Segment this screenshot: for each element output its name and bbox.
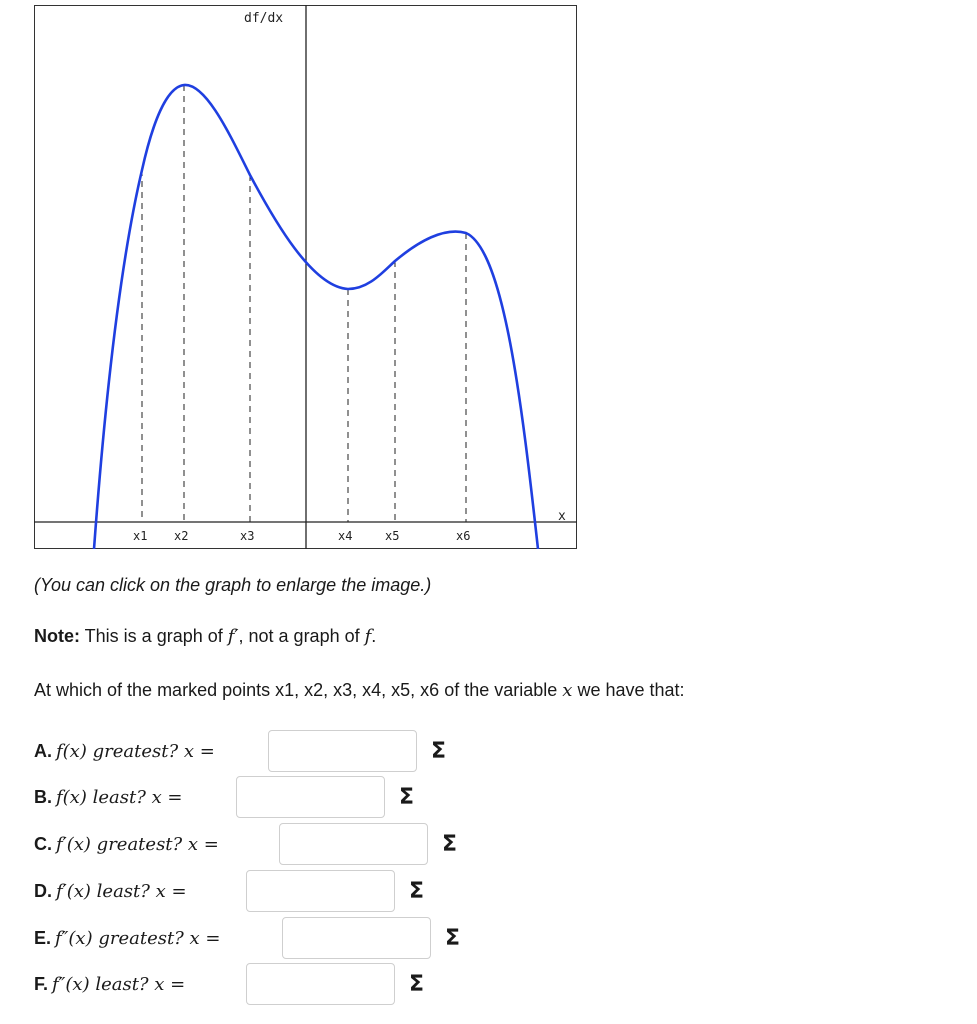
enlarge-caption: (You can click on the graph to enlarge the image.) <box>34 575 432 595</box>
answer-d-field[interactable] <box>246 870 395 912</box>
answer-f-input[interactable] <box>247 964 393 1004</box>
sigma-icon-d[interactable]: Σ <box>409 879 425 904</box>
sigma-icon-f[interactable]: Σ <box>409 972 425 997</box>
question-d: D. f′(x) least? x = <box>34 880 187 902</box>
question-prompt: At which of the marked points x1, x2, x3, x4, x5, x6 of the variable x we have that: <box>34 680 685 701</box>
y-axis-label: df/dx <box>244 11 284 26</box>
question-b: B. f(x) least? x = <box>34 786 183 808</box>
note-text-3: . <box>371 626 377 646</box>
answer-b-input[interactable] <box>237 777 383 817</box>
note-text-1: This is a graph of <box>80 626 228 646</box>
sigma-icon-c[interactable]: Σ <box>442 832 458 857</box>
tick-label-x3: x3 <box>240 529 255 543</box>
tick-label-x4: x4 <box>338 529 353 543</box>
tick-label-x1: x1 <box>133 529 148 543</box>
answer-a-field[interactable] <box>268 730 417 772</box>
tick-label-x2: x2 <box>174 529 189 543</box>
note-fprime: f′ <box>227 626 239 647</box>
answer-f-field[interactable] <box>246 963 395 1005</box>
sigma-icon-e[interactable]: Σ <box>445 926 461 951</box>
derivative-graph[interactable] <box>34 5 577 549</box>
answer-b-field[interactable] <box>236 776 385 818</box>
answer-e-field[interactable] <box>282 917 431 959</box>
question-c: C. f′(x) greatest? x = <box>34 833 219 855</box>
tick-label-x5: x5 <box>385 529 400 543</box>
sigma-icon-b[interactable]: Σ <box>399 785 415 810</box>
note-bold: Note: <box>34 626 80 646</box>
note-text-2: , not a graph of <box>238 626 365 646</box>
note-f: f <box>364 626 372 647</box>
question-a: A. f(x) greatest? x = <box>34 740 215 762</box>
answer-c-field[interactable] <box>279 823 428 865</box>
answer-c-input[interactable] <box>280 824 426 864</box>
sigma-icon-a[interactable]: Σ <box>431 739 447 764</box>
tick-label-x6: x6 <box>456 529 471 543</box>
x-axis-label: x <box>558 509 566 524</box>
question-e: E. f″(x) greatest? x = <box>34 927 221 949</box>
answer-e-input[interactable] <box>283 918 429 958</box>
question-f: F. f″(x) least? x = <box>34 973 186 995</box>
answer-d-input[interactable] <box>247 871 393 911</box>
note-text <box>34 626 376 647</box>
answer-a-input[interactable] <box>269 731 415 771</box>
